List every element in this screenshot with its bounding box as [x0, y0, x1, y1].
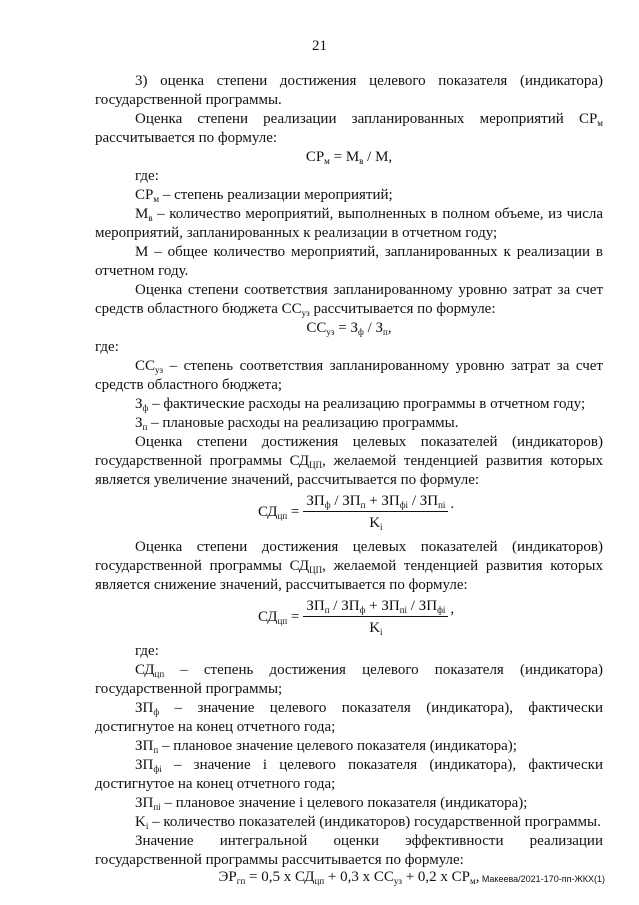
footer-reference: Макеева/2021-170-пп-ЖКХ(1): [481, 874, 605, 884]
where-label: где:: [95, 339, 119, 355]
formula-integral: $ЭР_{гп} = 0,5$ х $СД_{цп} + 0,3$ х $СС_{уз} + 0,2$ х $СР_м$,: [218, 869, 480, 886]
definition-line: $ЗП_п$ – плановое значение целевого показателя (индикатора);: [135, 738, 517, 755]
formula-indicators-up: $СД_{цп}$ = $\frac{ЗП_ф / ЗП_п + ЗП_{фi} / ЗП_{пi}}{K_i}$ .: [258, 493, 455, 532]
definition-line: $СС_{уз}$ – степень соответствия запланированному уровню затрат за счет: [135, 358, 603, 375]
paragraph-indicators-down: Оценка степени достижения целевых показателей (индикаторов): [135, 539, 603, 555]
definition-line: $ЗП_ф$ – значение целевого показателя (индикатора), фактически: [135, 700, 603, 717]
definition-line: $K_i$ – количество показателей (индикаторов) государственной программы.: [135, 814, 601, 831]
where-label: где:: [135, 643, 159, 659]
paragraph-costs-cont: средств областного бюджета $СС_{уз}$ рассчитывается по формуле:: [95, 301, 496, 318]
definition-line: $СР_м$ – степень реализации мероприятий;: [135, 187, 393, 204]
formula-activities: $СР_м = М_в / М$,: [305, 149, 393, 166]
paragraph-indicators-up-cont: государственной программы $СД_{ЦП}$, желаемой тенденцией развития которых: [95, 453, 603, 470]
paragraph-indicators-down-cont: является снижение значений, рассчитывается по формуле:: [95, 577, 468, 593]
definition-line: $М_в$ – количество мероприятий, выполненных в полном объеме, из числа: [135, 206, 603, 223]
paragraph-activities: Оценка степени реализации запланированных мероприятий $СР_м$: [135, 111, 603, 128]
paragraph-integral: Значение интегральной оценки эффективности реализации: [135, 833, 603, 849]
definition-line-cont: отчетном году.: [95, 263, 189, 279]
where-label: где:: [135, 168, 159, 184]
definition-line: $З_п$ – плановые расходы на реализацию программы.: [135, 415, 459, 432]
definition-line-cont: мероприятий, запланированных к реализации в отчетном году;: [95, 225, 498, 241]
paragraph-activities-cont: рассчитывается по формуле:: [95, 130, 278, 146]
definition-line-cont: достигнутое на конец отчетного года;: [95, 776, 336, 792]
definition-line-cont: средств областного бюджета;: [95, 377, 283, 393]
paragraph-indicators-up-cont: является увеличение значений, рассчитывается по формуле:: [95, 472, 480, 488]
definition-line: $СД_{цп}$ – степень достижения целевого показателя (индикатора): [135, 662, 603, 679]
definition-line-cont: достигнутое на конец отчетного года;: [95, 719, 336, 735]
paragraph-indicators-up: Оценка степени достижения целевых показателей (индикаторов): [135, 434, 603, 450]
page-number: 21: [312, 38, 327, 54]
paragraph-costs: Оценка степени соответствия запланированному уровню затрат за счет: [135, 282, 603, 298]
definition-line: М – общее количество мероприятий, запланированных к реализации в: [135, 244, 603, 260]
paragraph-integral-cont: государственной программы рассчитывается по формуле:: [95, 852, 464, 868]
formula-costs: $СС_{уз} = З_ф / З_п$,: [306, 320, 392, 337]
definition-line-cont: государственной программы;: [95, 681, 283, 697]
formula-indicators-down: $СД_{цп}$ = $\frac{ЗП_п / ЗП_ф + ЗП_{пi} / ЗП_{фi}}{K_i}$ ,: [258, 598, 455, 637]
section-heading: 3) оценка степени достижения целевого показателя (индикатора): [135, 73, 603, 89]
definition-line: $З_ф$ – фактические расходы на реализацию программы в отчетном году;: [135, 396, 586, 413]
paragraph-indicators-down-cont: государственной программы $СД_{ЦП}$, желаемой тенденцией развития которых: [95, 558, 603, 575]
definition-line: $ЗП_{пi}$ – плановое значение i целевого показателя (индикатора);: [135, 795, 528, 812]
definition-line: $ЗП_{фi}$ – значение i целевого показателя (индикатора), фактически: [135, 757, 603, 774]
section-heading-cont: государственной программы.: [95, 92, 282, 108]
